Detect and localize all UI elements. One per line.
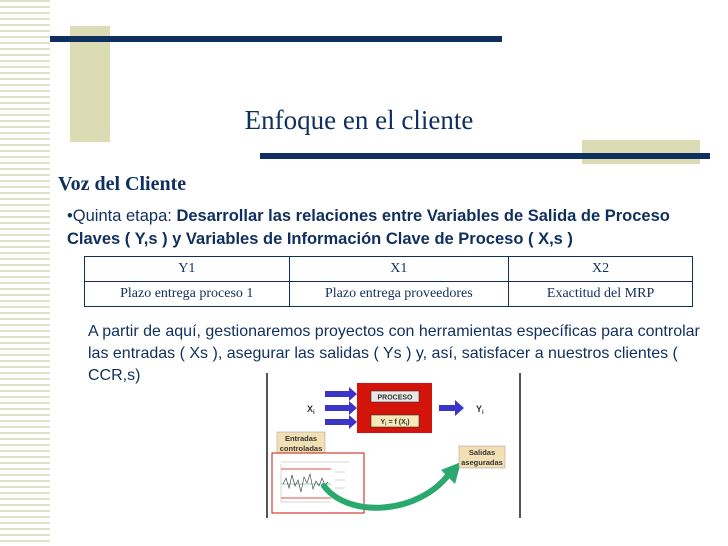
bullet-text: [67, 205, 717, 251]
input-arrows: [325, 387, 357, 429]
decorative-stripes: [0, 0, 50, 546]
process-label: PROCESO: [377, 394, 413, 402]
output-label: $Y_i$: [476, 404, 484, 416]
body-paragraph: A partir de aquí, gestionaremos proyectos con herramientas específicas para controlar las entradas ( Xs ), asegurar las salidas ( Ys ) y, así, satisfacer a nuestros clientes ( CCR,s): [88, 323, 700, 384]
table-cell: Plazo entrega proveedores: [289, 282, 509, 307]
table-row: [85, 282, 693, 307]
decorative-block-mid: [582, 140, 700, 164]
table-header-cell: X1: [289, 257, 509, 282]
table-header-cell: X2: [509, 257, 693, 282]
decorative-bar-top: [50, 36, 502, 42]
bullet-bold-text: Desarrollar las relaciones entre Variables de Salida de Proceso Claves ( Y,s ) y Variables de Información Clave de Proceso ( X,s ): [67, 207, 670, 248]
table-header-row: [85, 257, 693, 282]
controlled-inputs-line2: controladas: [279, 444, 323, 453]
assured-outputs-line2: aseguradas: [461, 458, 503, 467]
slide-subtitle: Voz del Cliente: [58, 173, 187, 195]
input-label: $X_i$: [307, 404, 315, 416]
table-cell: Exactitud del MRP: [509, 282, 693, 307]
table-cell: Plazo entrega proceso 1: [85, 282, 290, 307]
table-header-cell: Y1: [85, 257, 290, 282]
bullet-prefix: •Quinta etapa:: [67, 207, 177, 225]
diagram-right-border: [519, 373, 521, 518]
decorative-bar-mid: [260, 153, 710, 159]
formula-label: $Y_i = f$ $(X_i)$: [380, 419, 410, 428]
assured-outputs-line1: Salidas: [468, 448, 496, 457]
controlled-inputs-line1: Entradas: [284, 434, 318, 443]
output-arrow: [439, 400, 464, 416]
diagram-left-border: [266, 373, 268, 518]
slide-title: Enfoque en el cliente: [244, 105, 474, 135]
process-diagram: [269, 374, 519, 516]
variables-table: [84, 256, 693, 307]
